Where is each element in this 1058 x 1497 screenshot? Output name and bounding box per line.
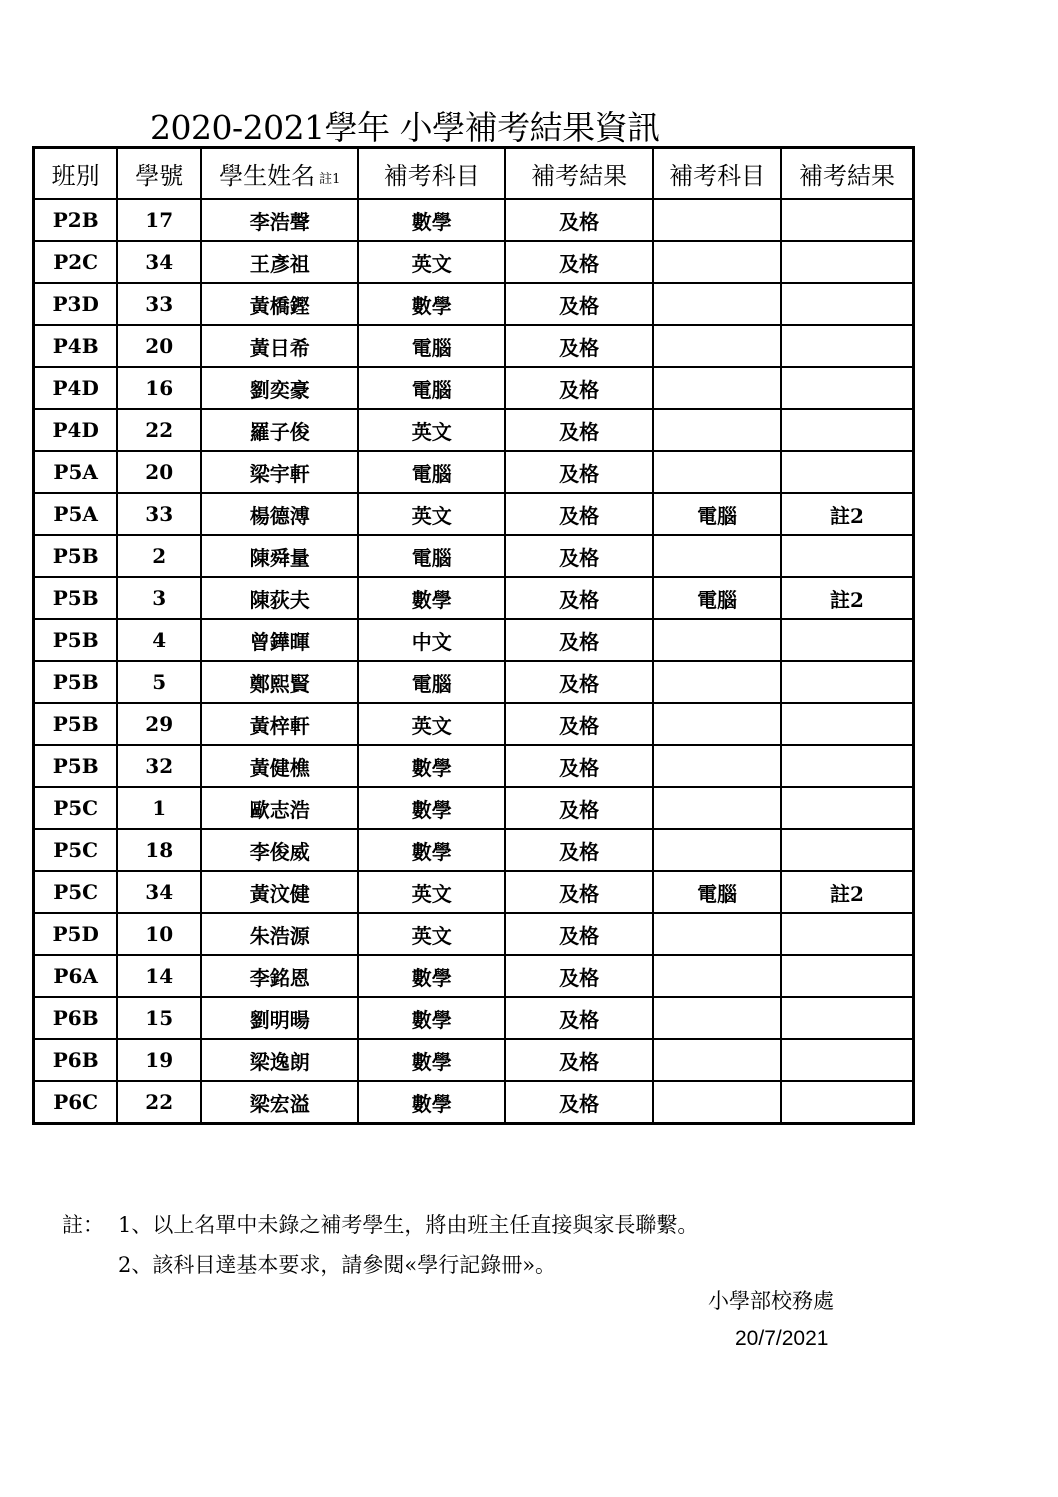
cell-result-1: 及格	[505, 745, 653, 787]
cell-number: 34	[117, 241, 201, 283]
cell-number: 1	[117, 787, 201, 829]
cell-subject-2	[653, 451, 781, 493]
cell-result-2	[781, 745, 914, 787]
cell-name: 李浩聲	[201, 199, 358, 241]
table-row	[34, 241, 914, 283]
cell-class: P5C	[34, 871, 118, 913]
cell-name: 楊德溥	[201, 493, 358, 535]
cell-subject-1: 英文	[358, 871, 504, 913]
cell-class: P5B	[34, 661, 118, 703]
cell-result-1: 及格	[505, 913, 653, 955]
cell-subject-2: 電腦	[653, 493, 781, 535]
cell-name: 劉奕豪	[201, 367, 358, 409]
table-row	[34, 955, 914, 997]
cell-subject-1: 電腦	[358, 535, 504, 577]
cell-name: 黃橋鏗	[201, 283, 358, 325]
cell-subject-2	[653, 283, 781, 325]
cell-name: 李俊威	[201, 829, 358, 871]
table-row	[34, 1039, 914, 1081]
cell-name: 梁宇軒	[201, 451, 358, 493]
header-subject-1: 補考科目	[358, 148, 504, 200]
cell-result-1: 及格	[505, 1039, 653, 1081]
cell-result-1: 及格	[505, 787, 653, 829]
results-table	[32, 146, 915, 1125]
cell-subject-2	[653, 619, 781, 661]
table-row	[34, 829, 914, 871]
cell-class: P5B	[34, 535, 118, 577]
cell-name: 黃汶健	[201, 871, 358, 913]
cell-number: 22	[117, 1081, 201, 1124]
cell-number: 32	[117, 745, 201, 787]
header-class: 班別	[34, 148, 118, 200]
cell-number: 19	[117, 1039, 201, 1081]
header-result-2: 補考結果	[781, 148, 914, 200]
cell-result-1: 及格	[505, 493, 653, 535]
table-row	[34, 367, 914, 409]
cell-result-1: 及格	[505, 703, 653, 745]
cell-subject-1: 電腦	[358, 661, 504, 703]
cell-name: 歐志浩	[201, 787, 358, 829]
note-1-text: 1、以上名單中未錄之補考學生，將由班主任直接與家長聯繫。	[118, 1213, 699, 1237]
cell-result-2	[781, 241, 914, 283]
cell-subject-2	[653, 199, 781, 241]
cell-name: 梁逸朗	[201, 1039, 358, 1081]
cell-result-2	[781, 325, 914, 367]
table-body	[34, 199, 914, 1124]
cell-result-1: 及格	[505, 1081, 653, 1124]
cell-subject-2	[653, 535, 781, 577]
cell-result-2	[781, 787, 914, 829]
cell-subject-1: 數學	[358, 1081, 504, 1124]
cell-subject-1: 英文	[358, 913, 504, 955]
table-row	[34, 871, 914, 913]
cell-name: 羅子俊	[201, 409, 358, 451]
cell-name: 黃日希	[201, 325, 358, 367]
table-row	[34, 661, 914, 703]
cell-number: 18	[117, 829, 201, 871]
header-number: 學號	[117, 148, 201, 200]
cell-subject-2	[653, 703, 781, 745]
cell-number: 33	[117, 493, 201, 535]
cell-subject-1: 英文	[358, 703, 504, 745]
cell-subject-1: 數學	[358, 787, 504, 829]
table-row	[34, 199, 914, 241]
cell-result-2	[781, 661, 914, 703]
cell-name: 王彥祖	[201, 241, 358, 283]
note-2	[62, 1245, 698, 1285]
notes-section	[62, 1205, 698, 1285]
cell-class: P3D	[34, 283, 118, 325]
cell-subject-1: 電腦	[358, 367, 504, 409]
cell-result-1: 及格	[505, 661, 653, 703]
cell-subject-1: 英文	[358, 493, 504, 535]
cell-subject-2	[653, 661, 781, 703]
cell-result-2	[781, 829, 914, 871]
department-signature: 小學部校務處	[708, 1289, 834, 1313]
cell-number: 5	[117, 661, 201, 703]
cell-number: 3	[117, 577, 201, 619]
issue-date: 20/7/2021	[735, 1327, 829, 1350]
cell-result-2	[781, 199, 914, 241]
table-row	[34, 913, 914, 955]
table-row	[34, 1081, 914, 1124]
cell-result-1: 及格	[505, 997, 653, 1039]
cell-subject-2	[653, 745, 781, 787]
cell-number: 17	[117, 199, 201, 241]
header-subject-2: 補考科目	[653, 148, 781, 200]
table-row	[34, 451, 914, 493]
cell-name: 陳荻夫	[201, 577, 358, 619]
cell-subject-2	[653, 829, 781, 871]
cell-subject-1: 數學	[358, 1039, 504, 1081]
cell-subject-1: 英文	[358, 409, 504, 451]
cell-subject-2	[653, 241, 781, 283]
table-row	[34, 745, 914, 787]
cell-subject-1: 數學	[358, 745, 504, 787]
cell-name: 曾鏵暉	[201, 619, 358, 661]
cell-subject-2	[653, 1081, 781, 1124]
table-row	[34, 787, 914, 829]
header-name-label: 學生姓名	[219, 162, 316, 190]
cell-number: 29	[117, 703, 201, 745]
cell-number: 16	[117, 367, 201, 409]
cell-subject-2	[653, 913, 781, 955]
cell-subject-1: 數學	[358, 283, 504, 325]
cell-result-2	[781, 409, 914, 451]
cell-number: 22	[117, 409, 201, 451]
cell-name: 鄭熙賢	[201, 661, 358, 703]
cell-result-1: 及格	[505, 367, 653, 409]
note-2-text: 2、該科目達基本要求，請參閱«學行記錄冊»。	[118, 1253, 557, 1277]
cell-result-2	[781, 703, 914, 745]
cell-result-1: 及格	[505, 241, 653, 283]
cell-subject-2	[653, 367, 781, 409]
cell-class: P4B	[34, 325, 118, 367]
cell-result-2	[781, 367, 914, 409]
header-name-note: 註1	[319, 172, 341, 187]
cell-number: 2	[117, 535, 201, 577]
cell-subject-1: 英文	[358, 241, 504, 283]
cell-subject-2: 電腦	[653, 871, 781, 913]
cell-subject-2	[653, 997, 781, 1039]
cell-class: P6B	[34, 1039, 118, 1081]
table-header-row	[34, 148, 914, 200]
notes-prefix: 註：	[62, 1213, 104, 1237]
cell-result-2	[781, 451, 914, 493]
cell-class: P5B	[34, 745, 118, 787]
cell-name: 黃健樵	[201, 745, 358, 787]
table-row	[34, 409, 914, 451]
cell-number: 20	[117, 451, 201, 493]
cell-class: P5B	[34, 577, 118, 619]
cell-result-2	[781, 1039, 914, 1081]
cell-class: P4D	[34, 367, 118, 409]
cell-result-2	[781, 955, 914, 997]
cell-number: 4	[117, 619, 201, 661]
cell-result-1: 及格	[505, 325, 653, 367]
cell-result-2	[781, 913, 914, 955]
cell-result-1: 及格	[505, 535, 653, 577]
cell-number: 14	[117, 955, 201, 997]
cell-result-2	[781, 997, 914, 1039]
cell-class: P4D	[34, 409, 118, 451]
cell-subject-1: 數學	[358, 955, 504, 997]
cell-number: 33	[117, 283, 201, 325]
cell-result-2: 註2	[781, 577, 914, 619]
table-row	[34, 493, 914, 535]
cell-class: P5A	[34, 493, 118, 535]
table-row	[34, 703, 914, 745]
cell-result-1: 及格	[505, 955, 653, 997]
cell-class: P5B	[34, 703, 118, 745]
cell-class: P2B	[34, 199, 118, 241]
cell-class: P5A	[34, 451, 118, 493]
cell-class: P6C	[34, 1081, 118, 1124]
page-title: 2020-2021學年 小學補考結果資訊	[150, 108, 660, 147]
cell-class: P5C	[34, 787, 118, 829]
cell-result-2	[781, 619, 914, 661]
cell-subject-2	[653, 955, 781, 997]
cell-result-2: 註2	[781, 871, 914, 913]
cell-class: P5C	[34, 829, 118, 871]
cell-subject-1: 中文	[358, 619, 504, 661]
cell-subject-1: 數學	[358, 829, 504, 871]
cell-result-2	[781, 283, 914, 325]
cell-result-1: 及格	[505, 619, 653, 661]
table-row	[34, 325, 914, 367]
cell-subject-2	[653, 787, 781, 829]
table-row	[34, 283, 914, 325]
cell-name: 朱浩源	[201, 913, 358, 955]
cell-subject-1: 電腦	[358, 451, 504, 493]
cell-name: 陳舜量	[201, 535, 358, 577]
cell-subject-1: 電腦	[358, 325, 504, 367]
cell-subject-1: 數學	[358, 199, 504, 241]
cell-subject-2	[653, 1039, 781, 1081]
cell-name: 黃梓軒	[201, 703, 358, 745]
header-name	[201, 148, 358, 200]
cell-result-1: 及格	[505, 871, 653, 913]
cell-number: 20	[117, 325, 201, 367]
cell-name: 李銘恩	[201, 955, 358, 997]
table-row	[34, 577, 914, 619]
cell-result-1: 及格	[505, 577, 653, 619]
cell-result-1: 及格	[505, 829, 653, 871]
cell-result-1: 及格	[505, 451, 653, 493]
cell-result-1: 及格	[505, 409, 653, 451]
cell-number: 34	[117, 871, 201, 913]
table-row	[34, 619, 914, 661]
cell-result-1: 及格	[505, 283, 653, 325]
table-row	[34, 997, 914, 1039]
cell-result-2: 註2	[781, 493, 914, 535]
cell-class: P6B	[34, 997, 118, 1039]
cell-class: P2C	[34, 241, 118, 283]
note-1	[62, 1205, 698, 1245]
header-result-1: 補考結果	[505, 148, 653, 200]
cell-class: P5D	[34, 913, 118, 955]
cell-result-1: 及格	[505, 199, 653, 241]
table-row	[34, 535, 914, 577]
cell-class: P5B	[34, 619, 118, 661]
cell-subject-2	[653, 409, 781, 451]
cell-name: 梁宏溢	[201, 1081, 358, 1124]
cell-name: 劉明暘	[201, 997, 358, 1039]
cell-number: 10	[117, 913, 201, 955]
cell-subject-2: 電腦	[653, 577, 781, 619]
cell-result-2	[781, 1081, 914, 1124]
cell-class: P6A	[34, 955, 118, 997]
cell-number: 15	[117, 997, 201, 1039]
cell-subject-1: 數學	[358, 577, 504, 619]
cell-subject-1: 數學	[358, 997, 504, 1039]
cell-result-2	[781, 535, 914, 577]
cell-subject-2	[653, 325, 781, 367]
